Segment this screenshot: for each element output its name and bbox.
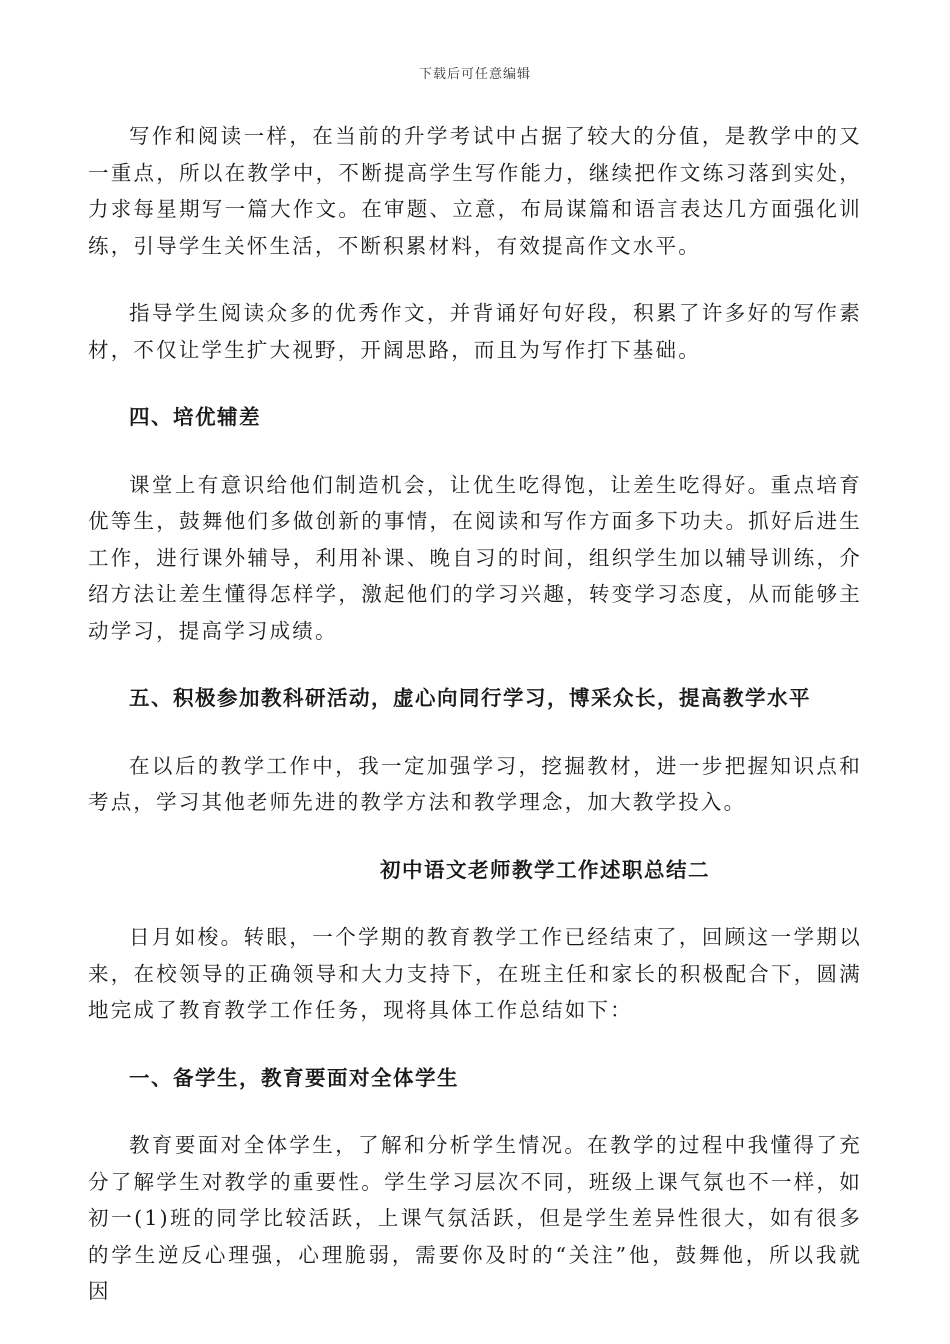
paragraph-writing: 写作和阅读一样，在当前的升学考试中占据了较大的分值，是教学中的又一重点，所以在教学中，不断提高学生写作能力，继续把作文练习落到实处，力求每星期写一篇大作文。在审题、立意，布局谋篇和语言表达几方面强化训练，引导学生关怀生活，不断积累材料，有效提高作文水平。 bbox=[88, 124, 862, 258]
section-heading-1: 一、备学生，教育要面对全体学生 bbox=[129, 1065, 459, 1090]
paragraph-reading-guidance: 指导学生阅读众多的优秀作文，并背诵好句好段，积累了许多好的写作素材，不仅让学生扩大视野，开阔思路，而且为写作打下基础。 bbox=[88, 301, 862, 362]
section-heading-4: 四、培优辅差 bbox=[129, 405, 261, 429]
paragraph-students: 教育要面对全体学生，了解和分析学生情况。在教学的过程中我懂得了充分了解学生对教学的重要性。学生学习层次不同，班级上课气氛也不一样，如初一(1)班的同学比较活跃，上课气氛活跃，但是学生差异性很大，如有很多的学生逆反心理强，心理脆弱，需要你及时的“关注”他，鼓舞他，所以我就因 bbox=[88, 1133, 862, 1303]
document-title-2: 初中语文老师教学工作述职总结二 bbox=[380, 857, 710, 882]
page-header: 下载后可任意编辑 bbox=[418, 67, 531, 82]
document-body bbox=[88, 118, 862, 1341]
paragraph-future-work: 在以后的教学工作中，我一定加强学习，挖掘教材，进一步把握知识点和考点，学习其他老师先进的教学方法和教学理念，加大教学投入。 bbox=[88, 753, 862, 814]
paragraph-tutoring: 课堂上有意识给他们制造机会，让优生吃得饱，让差生吃得好。重点培育优等生，鼓舞他们多做创新的事情，在阅读和写作方面多下功夫。抓好后进生工作，进行课外辅导，利用补课、晚自习的时间，组织学生加以辅导训练，介绍方法让差生懂得怎样学，激起他们的学习兴趣，转变学习态度，从而能够主动学习，提高学习成绩。 bbox=[88, 472, 862, 643]
section-heading-5: 五、积极参加教科研活动，虚心向同行学习，博采众长，提高教学水平 bbox=[129, 686, 811, 710]
paragraph-intro: 日月如梭。转眼，一个学期的教育教学工作已经结束了，回顾这一学期以来，在校领导的正确领导和大力支持下，在班主任和家长的积极配合下，圆满地完成了教育教学工作任务，现将具体工作总结如下： bbox=[88, 925, 862, 1022]
